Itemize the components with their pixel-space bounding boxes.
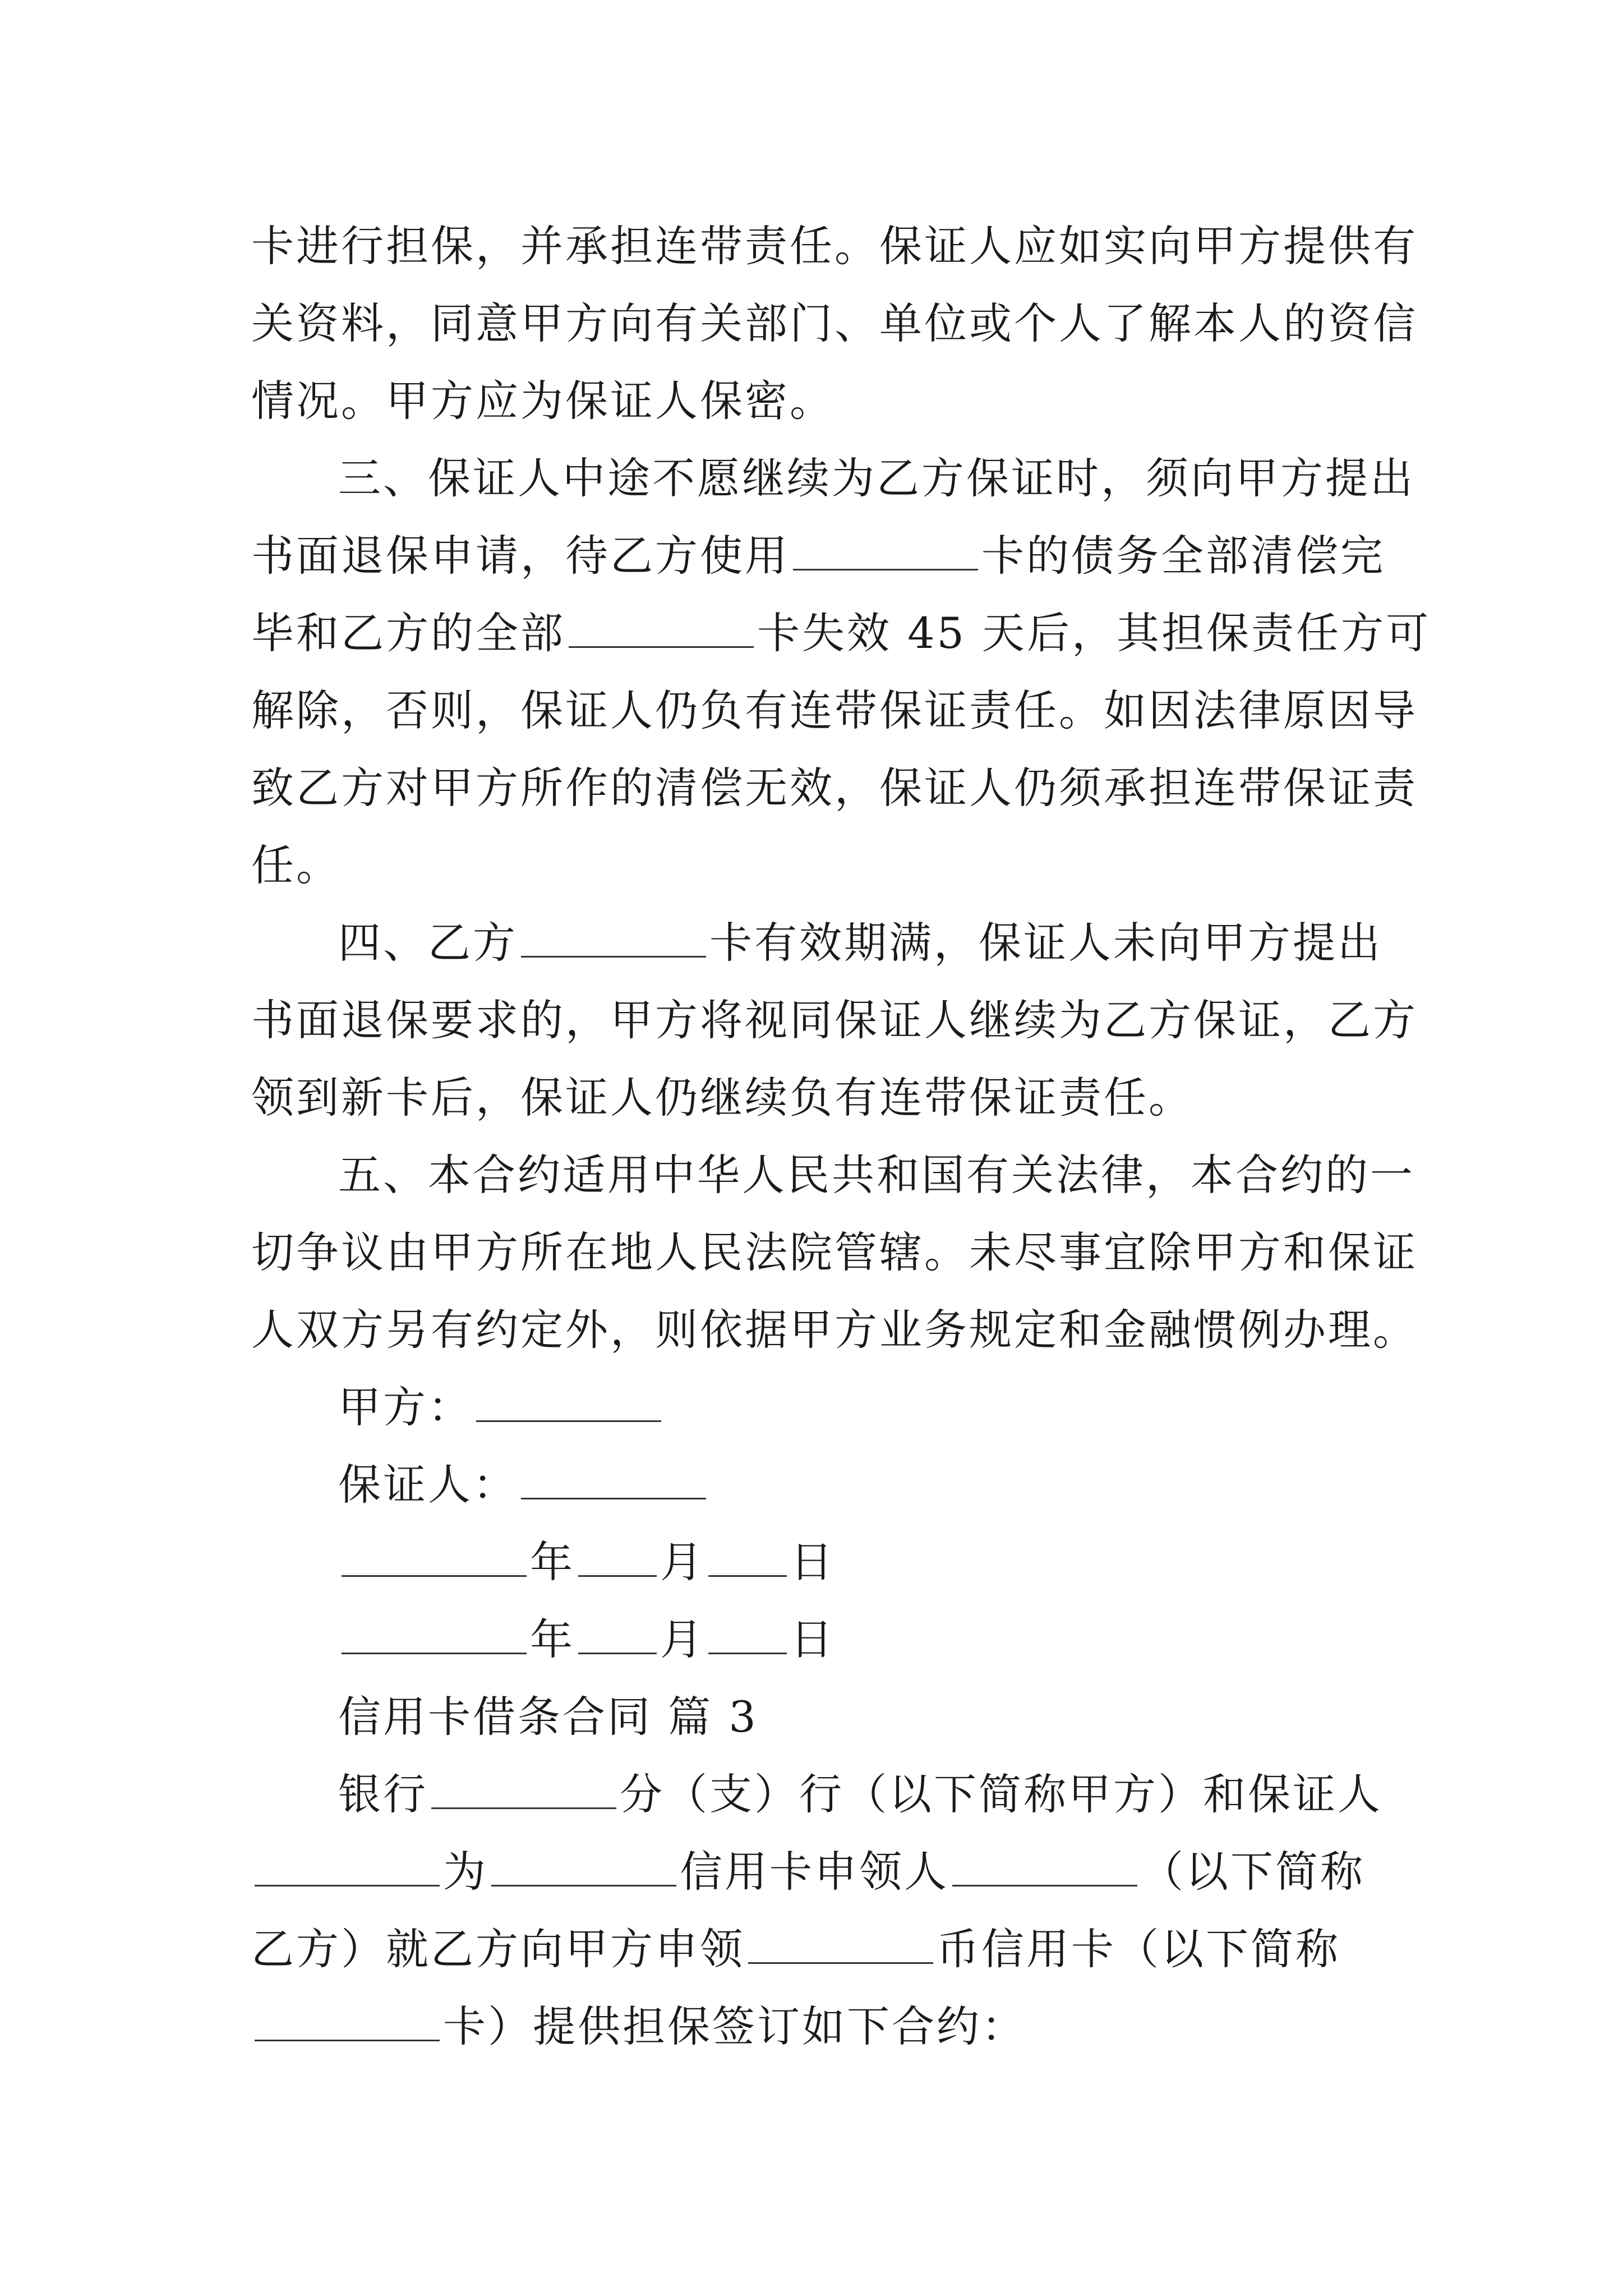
- paragraph-line: 书面退保要求的，甲方将视同保证人继续为乙方保证，乙方: [251, 995, 1418, 1045]
- fill-in-blank[interactable]: [431, 1768, 616, 1809]
- paragraph-line: 乙方）就乙方向甲方申领 币信用卡（以下简称: [251, 1924, 1340, 1974]
- paragraph-line: 切争议由甲方所在地人民法院管辖。未尽事宜除甲方和保证: [251, 1227, 1418, 1277]
- clause-five-line: 五、本合约适用中华人民共和国有关法律，本合约的一: [338, 1150, 1415, 1200]
- paragraph-line: 卡进行担保，并承担连带责任。保证人应如实向甲方提供有: [251, 221, 1418, 271]
- paragraph-line: 解除，否则，保证人仍负有连带保证责任。如因法律原因导: [251, 685, 1418, 735]
- day-blank[interactable]: [708, 1536, 787, 1577]
- month-blank[interactable]: [578, 1613, 657, 1654]
- section-heading: 信用卡借条合同 篇 3: [338, 1692, 758, 1742]
- day-blank[interactable]: [708, 1613, 787, 1654]
- date-line: 年 月 日: [251, 1601, 1390, 1678]
- paragraph-line: 银行 分（支）行（以下简称甲方）和保证人: [338, 1769, 1382, 1819]
- paragraph-line: 书面退保申请，待乙方使用 卡的债务全部清偿完: [251, 531, 1385, 581]
- fill-in-blank[interactable]: [748, 1923, 933, 1964]
- month-blank[interactable]: [578, 1536, 657, 1577]
- fill-in-blank[interactable]: [569, 607, 754, 648]
- paragraph-line: 人双方另有约定外，则依据甲方业务规定和金融惯例办理。: [251, 1305, 1418, 1355]
- paragraph-line: 领到新卡后，保证人仍继续负有连带保证责任。: [251, 1073, 1193, 1122]
- paragraph-line: 毕和乙方的全部 卡失效 45 天后，其担保责任方可: [251, 608, 1431, 658]
- fill-in-blank[interactable]: [952, 1846, 1137, 1887]
- paragraph-line: 致乙方对甲方所作的清偿无效，保证人仍须承担连带保证责: [251, 763, 1418, 813]
- paragraph-line: 卡）提供担保签订如下合约：: [251, 1988, 1390, 2065]
- paragraph-line: 情况。甲方应为保证人保密。: [251, 376, 834, 426]
- clause-four-line: 四、乙方 卡有效期满，保证人未向甲方提出: [338, 918, 1382, 968]
- fill-in-blank[interactable]: [491, 1846, 676, 1887]
- guarantor-signature-line: 保证人：: [251, 1446, 1390, 1524]
- clause-three-line: 三、保证人中途不愿继续为乙方保证时，须向甲方提出: [338, 453, 1415, 503]
- party-a-blank[interactable]: [476, 1381, 661, 1422]
- party-a-signature-line: 甲方：: [251, 1369, 1390, 1446]
- year-blank[interactable]: [342, 1536, 527, 1577]
- paragraph-line: 关资料，同意甲方向有关部门、单位或个人了解本人的资信: [251, 298, 1418, 348]
- paragraph-line: 任。: [251, 840, 341, 890]
- fill-in-blank[interactable]: [255, 1846, 440, 1887]
- contract-body: [251, 208, 1431, 2065]
- fill-in-blank[interactable]: [521, 917, 706, 958]
- paragraph-line: 为 信用卡申领人 （以下简称: [251, 1833, 1390, 1911]
- date-line: 年 月 日: [251, 1524, 1390, 1601]
- guarantor-blank[interactable]: [521, 1458, 706, 1499]
- year-blank[interactable]: [342, 1613, 527, 1654]
- fill-in-blank[interactable]: [793, 530, 978, 570]
- fill-in-blank[interactable]: [255, 2000, 440, 2041]
